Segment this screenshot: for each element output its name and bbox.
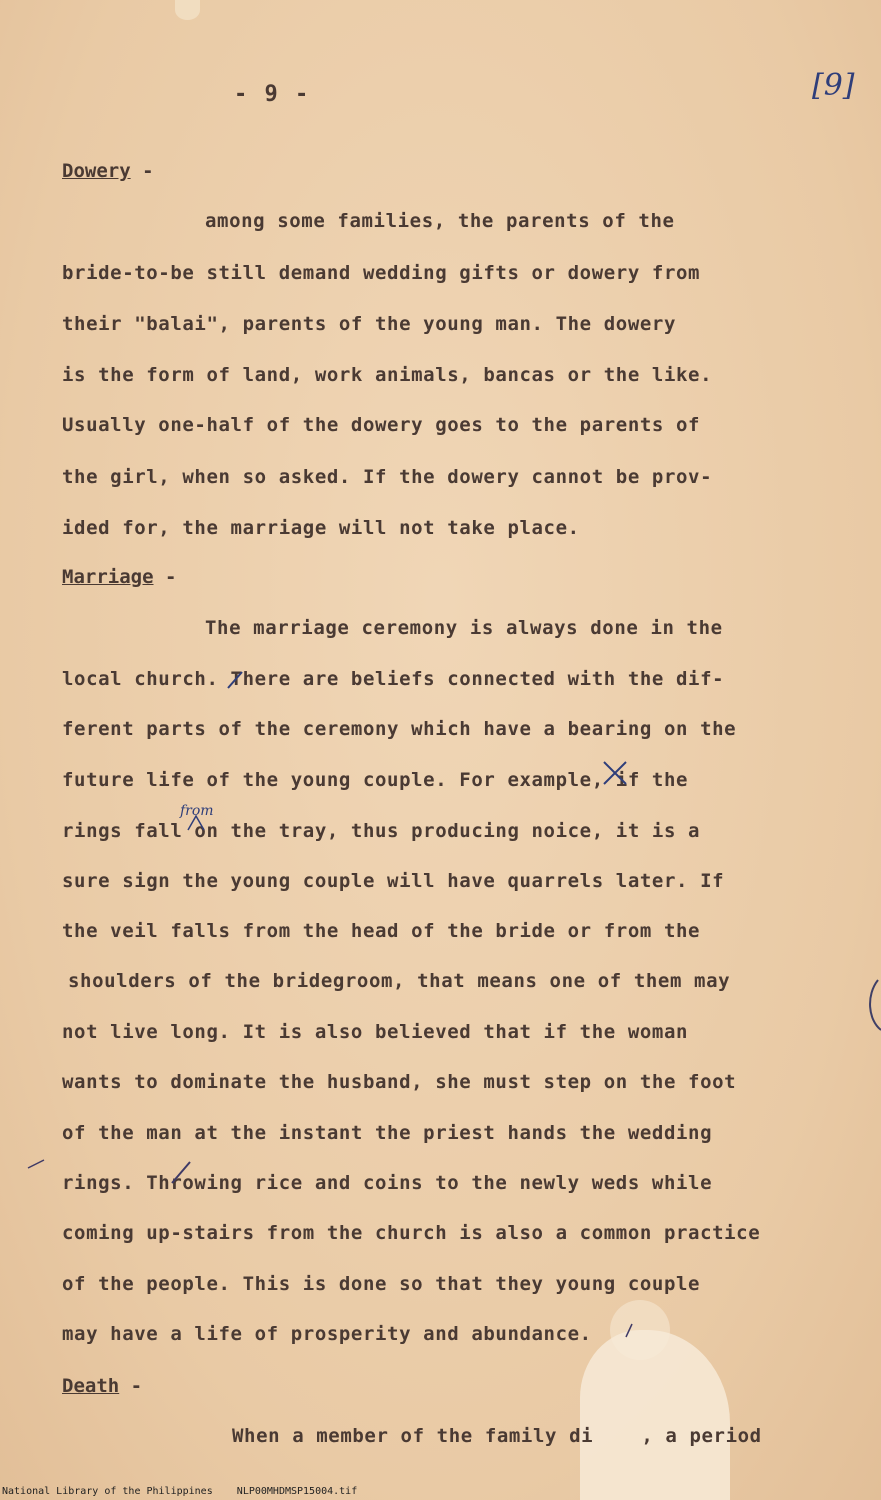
text-line: rings. Throwing rice and coins to the newly weds while bbox=[62, 1172, 713, 1194]
text-line: may have a life of prosperity and abundance. bbox=[62, 1323, 592, 1345]
section-heading-death: Death - bbox=[62, 1375, 143, 1397]
text-line: the veil falls from the head of the bride or from the bbox=[62, 920, 701, 942]
text-line: wants to dominate the husband, she must step on the foot bbox=[62, 1071, 737, 1093]
text-line: of the people. This is done so that they young couple bbox=[62, 1273, 701, 1295]
margin-curve bbox=[870, 980, 881, 1030]
text-line: future life of the young couple. For example, if the bbox=[62, 769, 689, 791]
text-line: ferent parts of the ceremony which have a bearing on the bbox=[62, 718, 737, 740]
text-line: of the man at the instant the priest hands the wedding bbox=[62, 1122, 713, 1144]
handwritten-page-number: [9] bbox=[812, 68, 855, 103]
text-line: bride-to-be still demand wedding gifts or dowery from bbox=[62, 262, 701, 284]
text-line: rings fall on the tray, thus producing noice, it is a bbox=[62, 820, 701, 842]
text-line: the girl, when so asked. If the dowery cannot be prov- bbox=[62, 466, 713, 488]
text-line: The marriage ceremony is always done in the bbox=[205, 617, 723, 639]
text-line: coming up-stairs from the church is also a common practice bbox=[62, 1222, 761, 1244]
slash-mark bbox=[172, 1162, 190, 1183]
text-line: When a member of the family di , a period bbox=[232, 1425, 762, 1447]
slash-mark bbox=[626, 1324, 632, 1337]
text-line: sure sign the young couple will have quarrels later. If bbox=[62, 870, 725, 892]
caret-mark bbox=[188, 816, 204, 830]
margin-mark bbox=[28, 1160, 44, 1168]
page-number: - 9 - bbox=[234, 82, 311, 107]
handwritten-insertion: from bbox=[180, 803, 214, 819]
text-line: not live long. It is also believed that if the woman bbox=[62, 1021, 689, 1043]
section-heading-marriage: Marriage - bbox=[62, 566, 177, 588]
text-line: among some families, the parents of the bbox=[205, 210, 675, 232]
text-line: their "balai", parents of the young man. The dowery bbox=[62, 313, 676, 335]
text-line: shoulders of the bridegroom, that means one of them may bbox=[68, 970, 731, 992]
checkmark-mark bbox=[228, 672, 242, 688]
archive-footer: National Library of the Philippines NLP00MHDMSP15004.tif bbox=[2, 1486, 358, 1497]
text-line: ided for, the marriage will not take place. bbox=[62, 517, 580, 539]
text-line: is the form of land, work animals, bancas or the like. bbox=[62, 364, 713, 386]
cross-mark bbox=[604, 762, 626, 784]
text-line: local church. There are beliefs connected with the dif- bbox=[62, 668, 725, 690]
text-line: Usually one-half of the dowery goes to the parents of bbox=[62, 414, 701, 436]
section-heading-dowery: Dowery - bbox=[62, 160, 154, 182]
